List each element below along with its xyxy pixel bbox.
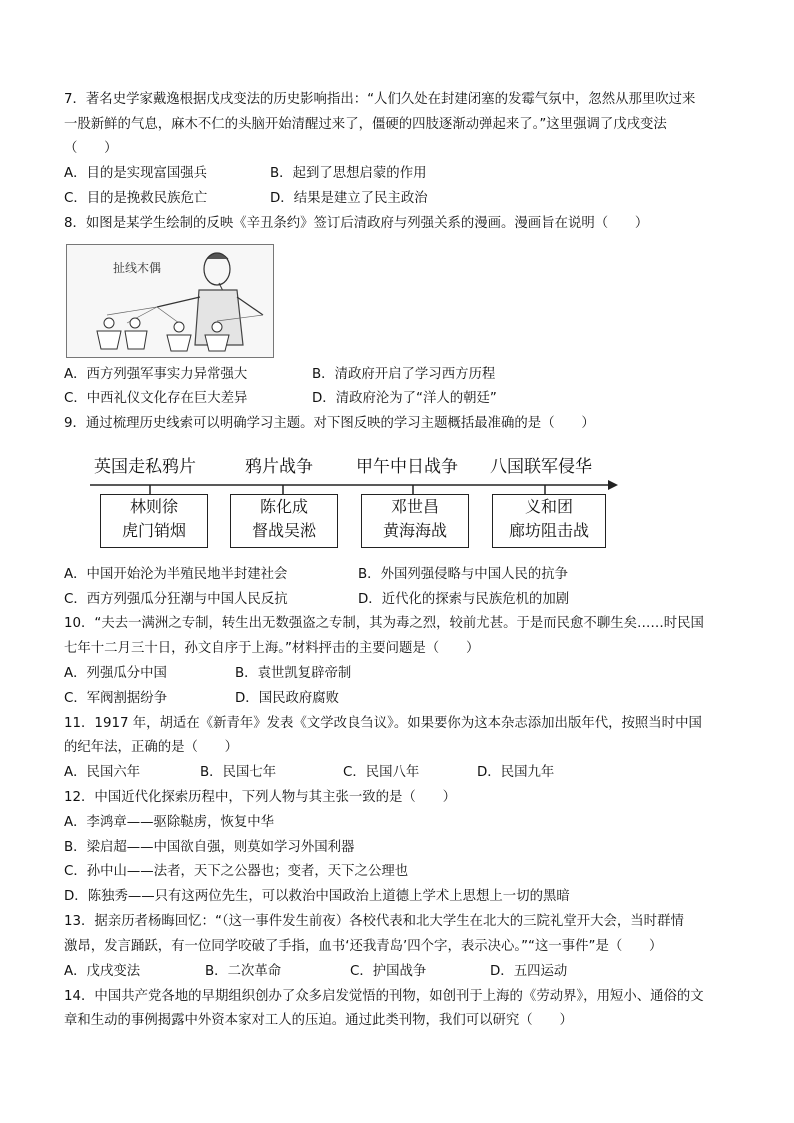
timeline-box-1-person: 林则徐 xyxy=(129,497,178,516)
q9-option-c[interactable]: C．西方列强瓜分狂潮与中国人民反抗 xyxy=(64,592,288,607)
timeline-box-2 xyxy=(230,494,338,548)
q10-option-c[interactable]: C．军阀割据纷争 xyxy=(64,691,168,706)
timeline-event-3: 甲午中日战争 xyxy=(356,457,458,477)
q8-option-d[interactable]: D．清政府沦为了“洋人的朝廷” xyxy=(312,391,497,406)
q7-option-c[interactable]: C．目的是挽救民族危亡 xyxy=(64,191,208,206)
timeline-box-3-person: 邓世昌 xyxy=(390,497,439,516)
q11-stem-line2: 的纪年法，正确的是（ ） xyxy=(64,740,239,755)
q9-stem-line1: 9．通过梳理历史线索可以明确学习主题。对下图反映的学习主题概括最准确的是（ ） xyxy=(64,416,595,431)
q11-option-b[interactable]: B．民国七年 xyxy=(200,765,277,780)
q12-option-a[interactable]: A．李鸿章——驱除鞑虏，恢复中华 xyxy=(64,815,275,830)
q10-stem-line1: 10．“夫去一满洲之专制，转生出无数强盗之专制，其为毒之烈，较前尤甚。于是而民愈不聊生矣……时民国 xyxy=(64,616,704,631)
q14-stem-line2: 章和生动的事例揭露中外资本家对工人的压迫。通过此类刊物，我们可以研究（ ） xyxy=(64,1013,573,1028)
timeline-box-2-person: 陈化成 xyxy=(259,497,308,516)
q10-option-d[interactable]: D．国民政府腐败 xyxy=(235,691,340,706)
timeline-box-2-event: 督战吴淞 xyxy=(251,521,316,540)
q7-stem-line2: 一股新鲜的气息，麻木不仁的头脑开始清醒过来了，僵硬的四肢逐渐动弹起来了。”这里强调了戊戌变法 xyxy=(64,117,667,132)
q13-option-a[interactable]: A．戊戌变法 xyxy=(64,964,141,979)
q8-option-a[interactable]: A．西方列强军事实力异常强大 xyxy=(64,367,248,382)
q8-option-b[interactable]: B．清政府开启了学习西方历程 xyxy=(312,367,496,382)
q13-option-b[interactable]: B．二次革命 xyxy=(205,964,282,979)
q7-answer-blank: （ ） xyxy=(64,141,118,156)
q8-stem-line1: 8．如图是某学生绘制的反映《辛丑条约》签订后清政府与列强关系的漫画。漫画旨在说明（ ） xyxy=(64,216,649,231)
timeline-box-1-event: 虎门销烟 xyxy=(121,521,186,540)
q10-option-a[interactable]: A．列强瓜分中国 xyxy=(64,666,167,681)
q13-stem-line1: 13．据亲历者杨晦回忆：“（这一事件发生前夜）各校代表和北大学生在北大的三院礼堂开大会，当时群情 xyxy=(64,914,684,929)
q12-option-c[interactable]: C．孙中山——法者，天下之公器也；变者，天下之公理也 xyxy=(64,864,409,879)
q12-option-b[interactable]: B．梁启超——中国欲自强，则莫如学习外国利器 xyxy=(64,840,355,855)
q10-option-b[interactable]: B．袁世凯复辟帝制 xyxy=(235,666,352,681)
timeline-event-1: 英国走私鸦片 xyxy=(94,457,196,477)
q7-option-b[interactable]: B．起到了思想启蒙的作用 xyxy=(270,166,427,181)
q14-stem-line1: 14．中国共产党各地的早期组织创办了众多启发觉悟的刊物，如创刊于上海的《劳动界》，用短小、通俗的文 xyxy=(64,989,704,1004)
q8-option-c[interactable]: C．中西礼仪文化存在巨大差异 xyxy=(64,391,248,406)
q11-option-a[interactable]: A．民国六年 xyxy=(64,765,141,780)
q7-option-a[interactable]: A．目的是实现富国强兵 xyxy=(64,166,208,181)
q11-stem-line1: 11．1917 年，胡适在《新青年》发表《文学改良刍议》。如果要你为这本杂志添加出版年代，按照当时中国 xyxy=(64,716,702,731)
timeline-box-4-event: 廊坊阻击战 xyxy=(508,521,589,540)
q13-option-d[interactable]: D．五四运动 xyxy=(490,964,568,979)
q11-option-d[interactable]: D．民国九年 xyxy=(477,765,555,780)
timeline-box-1 xyxy=(100,494,208,548)
q13-stem-line2: 激昂，发言踊跃，有一位同学咬破了手指，血书‘还我青岛’四个字，表示决心。”“这一事件”是（ ） xyxy=(64,939,663,954)
timeline-box-3-event: 黄海海战 xyxy=(382,521,447,540)
q12-option-d[interactable]: D．陈独秀——只有这两位先生，可以救治中国政治上道德上学术上思想上一切的黑暗 xyxy=(64,889,570,904)
q7-stem-line1: 7．著名史学家戴逸根据戊戌变法的历史影响指出：“人们久处在封建闭塞的发霉气氛中，忽然从那里吹过来 xyxy=(64,92,696,107)
cartoon-label: 扯线木偶 xyxy=(113,261,162,275)
q13-option-c[interactable]: C．护国战争 xyxy=(350,964,427,979)
timeline-box-4-person: 义和团 xyxy=(524,497,573,516)
puppet-cartoon xyxy=(66,244,274,358)
q9-option-d[interactable]: D．近代化的探索与民族危机的加剧 xyxy=(358,592,570,607)
timeline-box-4 xyxy=(492,494,606,548)
q7-option-d[interactable]: D．结果是建立了民主政治 xyxy=(270,191,428,206)
q9-option-a[interactable]: A．中国开始沦为半殖民地半封建社会 xyxy=(64,567,288,582)
timeline-event-4: 八国联军侵华 xyxy=(490,457,592,477)
history-timeline xyxy=(90,452,620,552)
q9-option-b[interactable]: B．外国列强侵略与中国人民的抗争 xyxy=(358,567,569,582)
timeline-event-2: 鸦片战争 xyxy=(245,457,313,477)
q11-option-c[interactable]: C．民国八年 xyxy=(343,765,420,780)
q10-stem-line2: 七年十二月三十日，孙文自序于上海。”材料抨击的主要问题是（ ） xyxy=(64,641,480,656)
timeline-box-3 xyxy=(361,494,469,548)
q12-stem-line1: 12．中国近代化探索历程中，下列人物与其主张一致的是（ ） xyxy=(64,790,456,805)
